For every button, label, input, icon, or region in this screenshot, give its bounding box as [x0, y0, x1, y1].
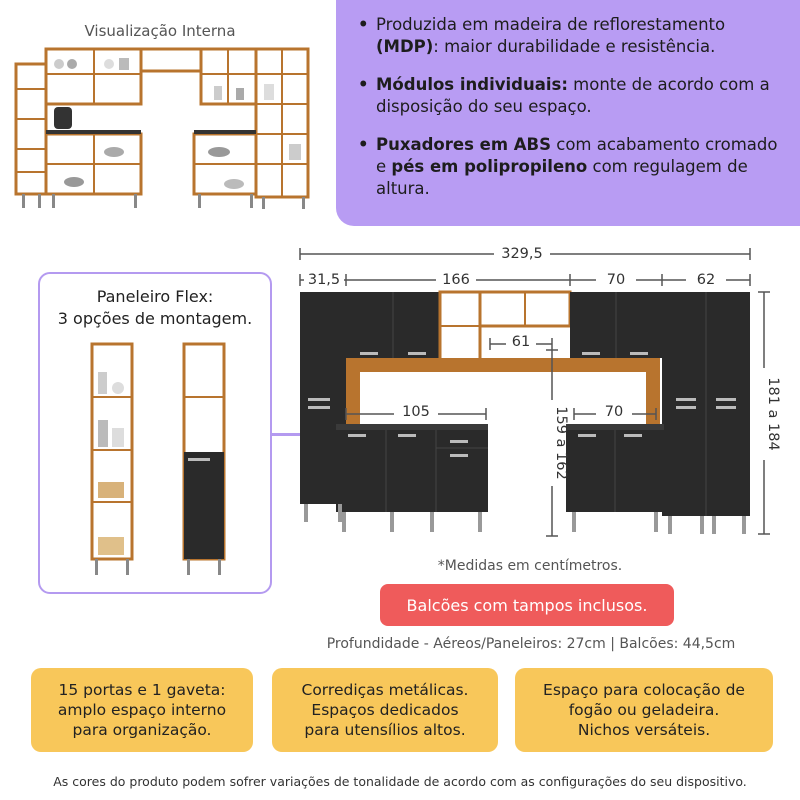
- interior-view-title: Visualização Interna: [84, 22, 236, 40]
- feature-appliance-space: Espaço para colocação de fogão ou geladeira. Nichos versáteis.: [515, 668, 773, 752]
- dim-gap-width: 61: [511, 334, 531, 350]
- countertops-included-badge: Balcões com tampos inclusos.: [380, 584, 674, 626]
- interior-view-illustration: [14, 44, 314, 214]
- feature-metal-slides: Corrediças metálicas. Espaços dedicados para utensílios altos.: [272, 668, 498, 752]
- dim-middle-height: 159 a 162: [553, 406, 569, 480]
- measurements-note: *Medidas em centímetros.: [437, 558, 623, 574]
- paneleiro-flex-units-illustration: [80, 342, 240, 582]
- dim-right1-width: 70: [606, 272, 626, 288]
- dim-right2-width: 62: [696, 272, 716, 288]
- features-info-panel: [336, 0, 800, 226]
- paneleiro-flex-title: Paneleiro Flex: 3 opções de montagem.: [57, 287, 253, 328]
- info-bullet-material: • Produzida em madeira de reflorestamento (MDP): maior durabilidade e resistência.: [358, 14, 782, 58]
- feature-doors-drawer: 15 portas e 1 gaveta: amplo espaço interno para organização.: [31, 668, 253, 752]
- color-disclaimer: As cores do produto podem sofrer variações de tonalidade de acordo com as configurações do seu dispositivo.: [53, 774, 747, 789]
- depth-specs: Profundidade - Aéreos/Paneleiros: 27cm | Balcões: 44,5cm: [326, 636, 736, 652]
- dim-center-width: 166: [442, 272, 470, 288]
- dim-left-counter-width: 105: [402, 404, 430, 420]
- dim-total-width: 329,5: [501, 246, 543, 262]
- dim-left-width: 31,5: [307, 272, 341, 288]
- info-bullet-modules: • Módulos individuais: monte de acordo com a disposição do seu espaço.: [358, 74, 782, 118]
- kitchen-dimensions-drawing: [290, 240, 790, 560]
- info-bullet-handles: • Puxadores em ABS com acabamento cromado e pés em polipropileno com regulagem de altura.: [358, 134, 782, 200]
- dim-total-height: 181 a 184: [765, 377, 781, 451]
- dim-right-counter-width: 70: [604, 404, 624, 420]
